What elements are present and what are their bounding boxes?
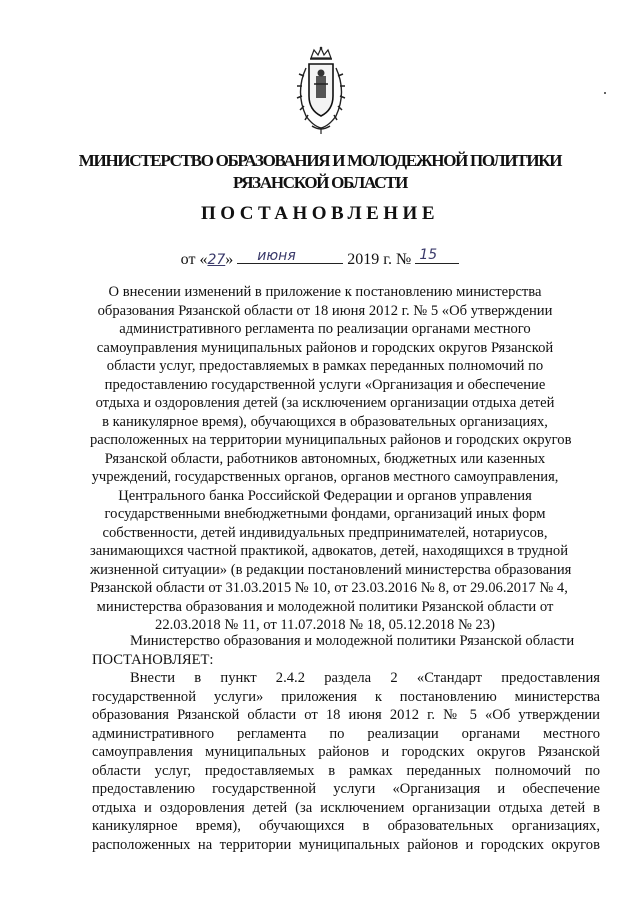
subject-line: О внесении изменений в приложение к постановлению министерства [108,284,542,300]
subject-line: 22.03.2018 № 11, от 11.07.2018 № 18, 05.12.2018 № 23) [155,617,495,633]
body-intro-line1: Министерство образования и молодежной политики Рязанской области [130,633,575,649]
body-paragraph [92,669,600,854]
date-prefix: от « [180,251,208,268]
subject-line: Рязанской области, работников автономных, бюджетных или казенных [104,450,546,467]
subject-line: предоставлению государственной услуги «Организация и обеспечение [104,376,546,393]
subject-line: области услуг, предоставляемых в рамках переданных полномочий по [106,358,544,374]
paragraph-line: самоуправления муниципальных районов и городских округов Рязанской [92,744,600,760]
subject-line: министерства образования и молодежной политики Рязанской области от [96,598,554,615]
date-month-handwritten: июня [257,248,296,264]
subject-line: расположенных на территории муниципальных районов и городских округов [90,432,572,448]
paragraph-line: области услуг, предоставляемых в рамках переданных полномочий по [92,762,600,779]
paragraph-line: расположенных на территории муниципальных районов и городских округов [92,836,600,853]
document-type-title: ПОСТАНОВЛЕНИЕ [200,203,440,224]
doc-number-handwritten: 15 [419,247,438,263]
body-text [92,632,600,854]
date-mid: » [225,251,238,268]
date-day-handwritten: 27 [207,252,226,268]
paragraph-line: каникулярное время), обучающихся в образовательных организациях, [92,818,600,834]
paragraph-line: отдыха и оздоровления детей (за исключением организации отдыха детей в [92,799,600,816]
scan-speck [604,92,606,94]
date-year: 2019 г. № [347,251,412,268]
subject-line: жизненной ситуации» (в редакции постановлений министерства образования [90,561,572,578]
paragraph-line: государственной услуги» приложения к постановлению министерства [92,688,600,705]
ministry-name-line2: РЯЗАНСКОЙ ОБЛАСТИ [232,173,408,192]
subject-line: занимающихся частной практикой, адвокатов, детей, находящихся в трудной [90,543,569,559]
subject-line: Рязанской области от 31.03.2015 № 10, от 23.03.2016 № 8, от 29.06.2017 № 4, [90,580,568,596]
subject-line: административного регламента по реализации органами местного [119,321,531,337]
subject-line: собственности, детей индивидуальных предпринимателей, нотариусов, [102,524,548,541]
ministry-name-line1: МИНИСТЕРСТВО ОБРАЗОВАНИЯ И МОЛОДЕЖНОЙ ПОЛИТИКИ [78,151,562,170]
subject-block [90,283,572,635]
paragraph-line: образования Рязанской области от 18 июня 2012 г. № 5 «Об утверждении [92,707,600,723]
coat-of-arms-emblem [292,46,350,136]
paragraph-line: Внести в пункт 2.4.2 раздела 2 «Стандарт предоставления [130,670,600,686]
subject-line: самоуправления муниципальных районов и городских округов Рязанской [96,339,554,356]
subject-line: в каникулярное время), обучающихся в образовательных организациях, [102,413,548,430]
subject-line: образования Рязанской области от 18 июня 2012 г. № 5 «Об утверждении [97,302,553,319]
date-month-field [237,249,343,264]
subject-line: Центрального банка Российской Федерации и органов управления [118,487,532,504]
date-number-line [0,249,640,270]
doc-number-field [415,249,459,264]
paragraph-line: предоставлению государственной услуги «Организация и обеспечение [92,781,600,797]
paragraph-line: административного регламента по реализации органами местного [92,725,600,742]
subject-line: учреждений, государственных органов, органов местного самоуправления, [91,469,559,485]
body-intro-line2: ПОСТАНОВЛЯЕТ: [92,651,214,668]
subject-line: государственными внебюджетными фондами, организаций иных форм [104,506,546,522]
subject-line: отдыха и оздоровления детей (за исключением организации отдыха детей [95,395,555,411]
